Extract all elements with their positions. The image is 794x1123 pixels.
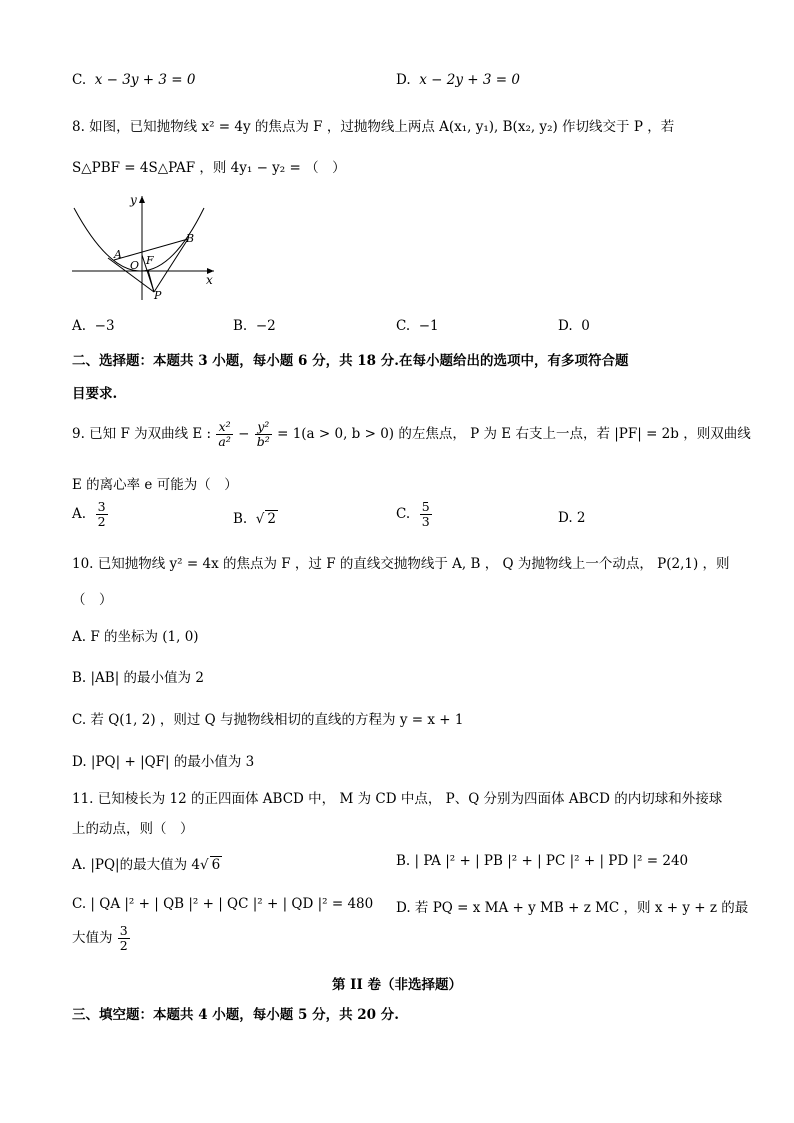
q8-line1: 8. 如图，已知抛物线 x² = 4y 的焦点为 F ，过抛物线上两点 A(x₁, y₁), B(x₂, y₂) 作切线交于 P ，若 xyxy=(72,119,675,135)
q11-option-d: D. 若 PQ = x MA + y MB + z MC ，则 x + y + z 的最 xyxy=(396,900,749,916)
q11-line2: 上的动点，则（ ） xyxy=(72,821,194,837)
q11-option-a: A. |PQ|的最大值为 4√ 6 xyxy=(72,857,221,873)
q10-option-b: B. |AB| 的最小值为 2 xyxy=(72,670,204,686)
part2-title: 第 II 卷（非选择题） xyxy=(331,977,463,993)
q11-option-c: C. | QA |² + | QB |² + | QC |² + | QD |² = 480 xyxy=(72,896,374,912)
y-axis-arrow xyxy=(139,196,145,203)
q10-option-d: D. |PQ| + |QF| 的最小值为 3 xyxy=(72,754,255,770)
q9-option-a: A. $\frac{3}{2}$ xyxy=(72,499,106,529)
label-x: x xyxy=(206,273,213,287)
option-d-q7: D. x − 2y + 3 = 0 xyxy=(396,72,520,88)
label-B: B xyxy=(186,232,195,245)
q8-figure xyxy=(68,192,218,302)
label-F: F xyxy=(146,254,154,267)
q10-option-c: C. 若 Q(1, 2) ，则过 Q 与抛物线相切的直线的方程为 y = x + 1 xyxy=(72,712,464,728)
q9-option-c: C. $\frac{5}{3}$ xyxy=(396,499,430,529)
q9-frac-y: $\frac{\text{y²}}{\text{b²}}$ xyxy=(256,419,270,449)
q11-option-b: B. | PA |² + | PB |² + | PC |² + | PD |² = 240 xyxy=(396,853,689,869)
section2-heading-line1: 二、选择题：本题共 3 小题，每小题 6 分，共 18 分.在每小题给出的选项中，有多项符合题 xyxy=(72,353,629,369)
label-A: A xyxy=(114,248,122,261)
q9-line2: E 的离心率 e 可能为（ ） xyxy=(72,477,238,493)
q10-line2: （ ） xyxy=(72,592,113,608)
q9-option-b: B. √ 2 xyxy=(233,511,276,527)
label-P: P xyxy=(154,289,162,302)
q8-line2: S△PBF = 4S△PAF ，则 4y₁ − y₂ = （ ） xyxy=(72,160,346,176)
q10-line1: 10. 已知抛物线 y² = 4x 的焦点为 F ，过 F 的直线交抛物线于 A, B ， Q 为抛物线上一个动点， P(2,1) ，则 xyxy=(72,556,730,572)
label-y: y xyxy=(130,193,137,207)
label-O: O xyxy=(130,259,140,272)
q9-line1: 9. 已知 F 为双曲线 E : $\frac{\text{x²}}{\text{a²}}$ − $\frac{\text{y²}}{\text{b²}}$ = 1(a > 0, b > 0) 的左焦点， P 为 E 右支上一点，若 |PF| = 2b ，则双曲线 xyxy=(72,419,751,449)
q8-option-a: A. −3 xyxy=(72,318,115,334)
section2-heading-line2: 目要求. xyxy=(72,386,118,402)
q8-option-b: B. −2 xyxy=(233,318,276,334)
q8-option-c: C. −1 xyxy=(396,318,439,334)
q10-option-a: A. F 的坐标为 (1, 0) xyxy=(72,629,199,645)
section3-heading: 三、填空题：本题共 4 小题，每小题 5 分，共 20 分. xyxy=(72,1007,399,1023)
q9-frac-x: $\frac{\text{x²}}{\text{a²}}$ xyxy=(218,419,231,449)
q9-option-d: D. 2 xyxy=(558,510,586,526)
q11-option-d-cont: 大值为 $\frac{3}{2}$ xyxy=(72,923,128,953)
q8-option-d: D. 0 xyxy=(558,318,590,334)
option-c-q7: C. x − 3y + 3 = 0 xyxy=(72,72,196,88)
q11-line1: 11. 已知棱长为 12 的正四面体 ABCD 中， M 为 CD 中点， P、Q 分别为四面体 ABCD 的内切球和外接球 xyxy=(72,791,723,807)
